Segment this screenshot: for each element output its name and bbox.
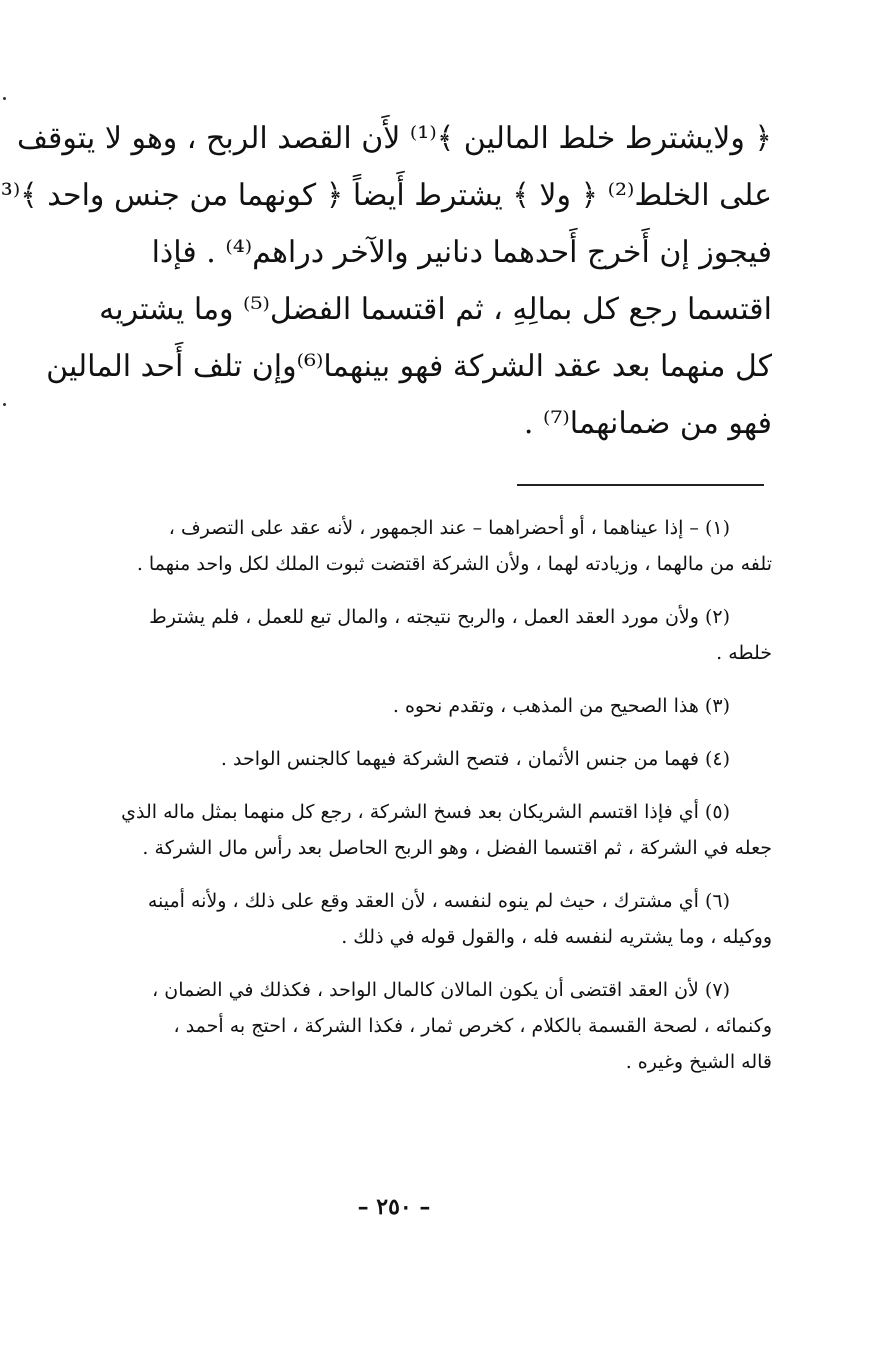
footnote-2 xyxy=(30,599,772,671)
footnote-divider xyxy=(517,484,764,486)
footnote-7 xyxy=(30,972,772,1080)
footnote-line: ووكيله ، وما يشتريه لنفسه فله ، والقول قوله في ذلك . xyxy=(341,926,772,948)
footnote-line: (٢) ولأن مورد العقد العمل ، والربح نتيجته ، والمال تبع للعمل ، فلم يشترط xyxy=(149,606,730,628)
footnote-line: (٧) لأن العقد اقتضى أن يكون المالان كالمال الواحد ، فكذلك في الضمان ، xyxy=(152,979,730,1001)
footnote-3 xyxy=(30,688,772,724)
footnote-line: وكنمائه ، لصحة القسمة بالكلام ، كخرص ثمار ، فكذا الشركة ، احتج به أحمد ، xyxy=(173,1015,772,1037)
main-text-line: فيجوز إن أَخرج أَحدهما دنانير والآخر دراهم⁽⁴⁾ . فإذا xyxy=(151,235,772,270)
main-text-line: كل منهما بعد عقد الشركة فهو بينهما⁽⁶⁾وإن تلف أَحد المالين xyxy=(46,349,772,384)
page-number: – ٢٥٠ – xyxy=(357,1194,431,1220)
footnote-line: (٣) هذا الصحيح من المذهب ، وتقدم نحوه . xyxy=(392,695,730,717)
scan-speck xyxy=(3,97,6,100)
main-text-line: ﴿ ولايشترط خلط المالين ﴾⁽¹⁾ لأَن القصد الربح ، وهو لا يتوقف xyxy=(16,121,772,156)
footnote-line: (٦) أي مشترك ، حيث لم ينوه لنفسه ، لأن العقد وقع على ذلك ، ولأنه أمينه xyxy=(147,890,730,912)
footnote-4 xyxy=(30,741,772,777)
footnote-5 xyxy=(30,794,772,866)
main-text-line: اقتسما رجع كل بمالِهِ ، ثم اقتسما الفضل⁽⁵⁾ وما يشتريه xyxy=(99,292,772,327)
scan-speck xyxy=(3,403,6,406)
footnote-line: (٤) فهما من جنس الأثمان ، فتصح الشركة فيهما كالجنس الواحد . xyxy=(220,748,730,770)
footnote-1 xyxy=(30,510,772,582)
footnote-line: جعله في الشركة ، ثم اقتسما الفضل ، وهو الربح الحاصل بعد رأس مال الشركة . xyxy=(142,837,772,859)
footnote-line: (٥) أي فإذا اقتسم الشريكان بعد فسخ الشركة ، رجع كل منهما بمثل ماله الذي xyxy=(121,801,730,823)
footnote-6 xyxy=(30,883,772,955)
footnote-line: خلطه . xyxy=(716,642,772,664)
main-text xyxy=(0,110,772,452)
footnote-line: (١) – إذا عيناهما ، أو أحضراهما – عند الجمهور ، لأنه عقد على التصرف ، xyxy=(168,517,730,539)
footnotes xyxy=(30,510,772,1097)
main-text-line: فهو من ضمانهما⁽⁷⁾ . xyxy=(523,406,772,441)
main-text-line: على الخلط⁽²⁾ ﴿ ولا ﴾ يشترط أَيضاً ﴿ كونهما من جنس واحد ﴾⁽³ xyxy=(0,178,772,213)
footnote-line: تلفه من مالهما ، وزيادته لهما ، ولأن الشركة اقتضت ثبوت الملك لكل واحد منهما . xyxy=(136,553,772,575)
footnote-line: قاله الشيخ وغيره . xyxy=(625,1051,772,1073)
